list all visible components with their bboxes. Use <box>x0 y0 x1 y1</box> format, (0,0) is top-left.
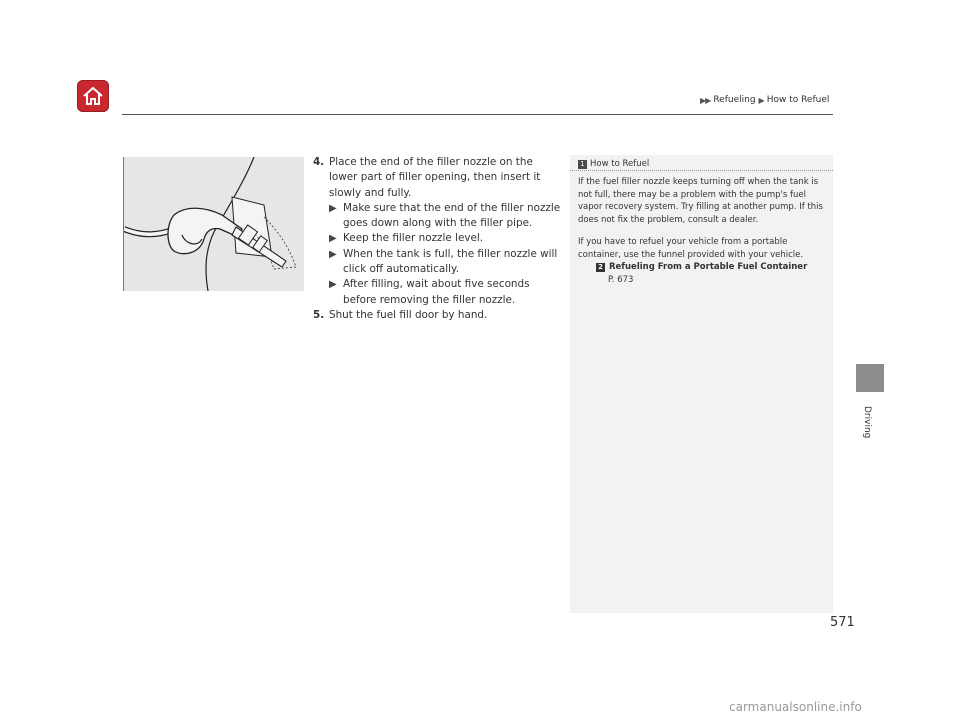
note-title-text: How to Refuel <box>590 159 650 169</box>
step-4 <box>313 155 563 201</box>
note-paragraph: If you have to refuel your vehicle from a portable container, use the funnel provided with your vehicle. <box>578 236 804 260</box>
sub-step-text: Keep the filler nozzle level. <box>343 232 484 245</box>
breadcrumb-arrow-icon: ▶▶ <box>700 95 711 105</box>
breadcrumb-item-how-to-refuel[interactable]: How to Refuel <box>766 95 830 105</box>
sub-step <box>313 277 563 308</box>
step-number: 4. <box>313 156 325 168</box>
sub-step-text: After filling, wait about five seconds before removing the filler nozzle. <box>343 278 530 306</box>
fuel-nozzle-drawing <box>124 157 304 291</box>
step-text: Place the end of the filler nozzle on the lower part of filler opening, then insert it slowly and fully. <box>329 156 541 199</box>
note-marker-icon: 1 <box>578 160 587 169</box>
step-number: 5. <box>313 308 325 321</box>
watermark: carmanualsonline.info <box>729 700 862 714</box>
note-divider <box>570 170 833 172</box>
sub-step <box>313 231 563 246</box>
breadcrumb-arrow-icon: ▶ <box>758 95 764 105</box>
header-divider <box>122 114 833 115</box>
sub-step-arrow-icon: ▶ <box>329 248 337 260</box>
breadcrumb <box>700 95 829 105</box>
home-icon <box>81 85 105 107</box>
page-number: 571 <box>830 615 855 630</box>
note-paragraph: If the fuel filler nozzle keeps turning off when the tank is not full, there may be a problem with the pump's fuel vapor recovery system. Try filling at another pump. If this does not fix the problem, consult a dealer. <box>578 177 823 226</box>
sub-step-arrow-icon: ▶ <box>329 233 337 245</box>
sub-step-arrow-icon: ▶ <box>329 202 337 214</box>
sub-step-text: When the tank is full, the filler nozzle will click off automatically. <box>343 247 558 276</box>
sub-step <box>313 247 563 278</box>
sub-step <box>313 201 563 232</box>
note-body <box>578 176 828 287</box>
home-button[interactable] <box>77 80 109 112</box>
note-title <box>578 159 649 169</box>
cross-reference-title[interactable]: Refueling From a Portable Fuel Container <box>609 262 808 273</box>
section-tab[interactable] <box>856 364 884 392</box>
reference-arrow-icon: 2 <box>596 263 605 272</box>
cross-reference-link[interactable] <box>578 261 828 274</box>
step-text: Shut the fuel fill door by hand. <box>329 308 488 321</box>
fuel-nozzle-illustration <box>123 157 304 291</box>
cross-reference-page[interactable]: P. 673 <box>608 274 634 285</box>
section-tab-label: Driving <box>862 406 872 439</box>
sub-step-text: Make sure that the end of the filler nozzle goes down along with the filler pipe. <box>343 201 561 230</box>
step-5 <box>313 308 563 323</box>
note-sidebar <box>570 155 833 613</box>
breadcrumb-item-refueling[interactable]: Refueling <box>713 95 756 105</box>
refuel-steps <box>313 155 563 323</box>
sub-step-arrow-icon: ▶ <box>329 279 337 291</box>
